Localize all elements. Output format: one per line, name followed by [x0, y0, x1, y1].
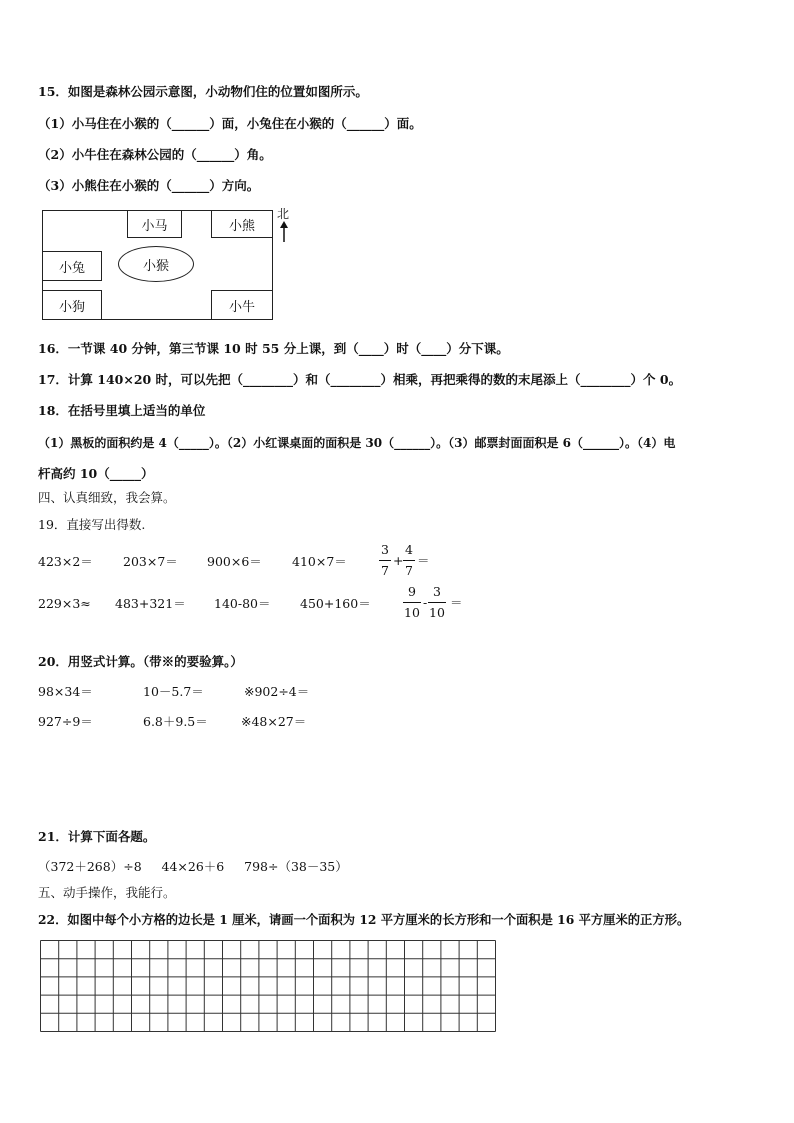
frac1-numerator-1: 3 — [381, 542, 389, 557]
q20-row1-item3: ※902÷4＝ — [244, 684, 310, 699]
frac2-bar-2 — [428, 602, 446, 603]
frac2-denominator-2: 10 — [429, 605, 445, 620]
north-arrow-icon — [278, 221, 290, 243]
map-rabbit-box: 小兔 — [42, 251, 102, 281]
q21-title: 21．计算下面各题。 — [38, 829, 156, 844]
q20-row2-item1: 927÷9＝ — [38, 714, 93, 729]
q19-row2-item4: 450+160＝ — [300, 596, 371, 611]
q21-expressions: （372＋268）÷8 44×26＋6 798÷（38－35） — [38, 859, 348, 874]
map-cow-box: 小牛 — [211, 290, 273, 320]
q22-text: 22．如图中每个小方格的边长是 1 厘米，请画一个面积为 12 平方厘米的长方形和一个面积是 16 平方厘米的正方形。 — [38, 912, 690, 927]
q20-row2-item3: ※48×27＝ — [241, 714, 307, 729]
q15-part1: （1）小马住在小猴的（______）面，小兔住在小猴的（______）面。 — [38, 116, 422, 131]
q19-title: 19．直接写出得数. — [38, 517, 146, 532]
map-horse-box: 小马 — [127, 210, 182, 238]
q19-row1-item2: 203×7＝ — [123, 554, 178, 569]
q19-row1-item3: 900×6＝ — [207, 554, 262, 569]
q19-row1-item1: 423×2＝ — [38, 554, 93, 569]
frac2-numerator-2: 3 — [433, 584, 441, 599]
frac1-operator: + — [393, 553, 404, 568]
q19-row2-item2: 483+321＝ — [115, 596, 186, 611]
q18-line1: （1）黑板的面积约是 4（_____）。（2）小红课桌面的面积是 30（______）。（3）邮票封面面积是 6（______）。（4）电 — [38, 436, 676, 450]
map-dog-box: 小狗 — [42, 290, 102, 320]
frac1-denominator-1: 7 — [381, 563, 389, 578]
frac2-numerator-1: 9 — [408, 584, 416, 599]
q18-title: 18．在括号里填上适当的单位 — [38, 403, 206, 418]
map-bear-box: 小熊 — [211, 210, 273, 238]
q15-part3: （3）小熊住在小猴的（______）方向。 — [38, 178, 260, 193]
section-4-heading: 四、认真细致，我会算。 — [38, 490, 176, 505]
frac1-equals: ＝ — [417, 553, 430, 568]
q17-text: 17．计算 140×20 时，可以先把（________）和（________）相乘，再把乘得的数的末尾添上（________）个 0。 — [38, 372, 682, 387]
frac1-denominator-2: 7 — [405, 563, 413, 578]
q19-row1-item4: 410×7＝ — [292, 554, 347, 569]
q19-row2-item3: 140-80＝ — [214, 596, 271, 611]
q20-row1-item1: 98×34＝ — [38, 684, 93, 699]
frac1-numerator-2: 4 — [405, 542, 413, 557]
frac2-bar-1 — [403, 602, 421, 603]
square-grid[interactable] — [40, 940, 496, 1036]
north-label: 北 — [277, 207, 290, 221]
q15-part2: （2）小牛住在森林公园的（______）角。 — [38, 147, 272, 162]
map-monkey-oval: 小猴 — [118, 246, 194, 282]
frac1-bar-2 — [403, 560, 415, 561]
frac2-operator: - — [423, 595, 428, 610]
q18-line2: 杆高约 10（_____） — [38, 466, 154, 481]
section-5-heading: 五、动手操作，我能行。 — [38, 885, 176, 900]
q15-title: 15．如图是森林公园示意图，小动物们住的位置如图所示。 — [38, 84, 368, 99]
q20-title: 20．用竖式计算。（带※的要验算。） — [38, 654, 243, 669]
q20-row1-item2: 10－5.7＝ — [143, 684, 204, 699]
q16-text: 16．一节课 40 分钟，第三节课 10 时 55 分上课，到（____）时（____）分下课。 — [38, 341, 509, 356]
frac1-bar-1 — [379, 560, 391, 561]
frac2-denominator-1: 10 — [404, 605, 420, 620]
q19-row2-item1: 229×3≈ — [38, 596, 91, 611]
q20-row2-item2: 6.8＋9.5＝ — [143, 714, 208, 729]
frac2-equals: ＝ — [450, 595, 463, 610]
